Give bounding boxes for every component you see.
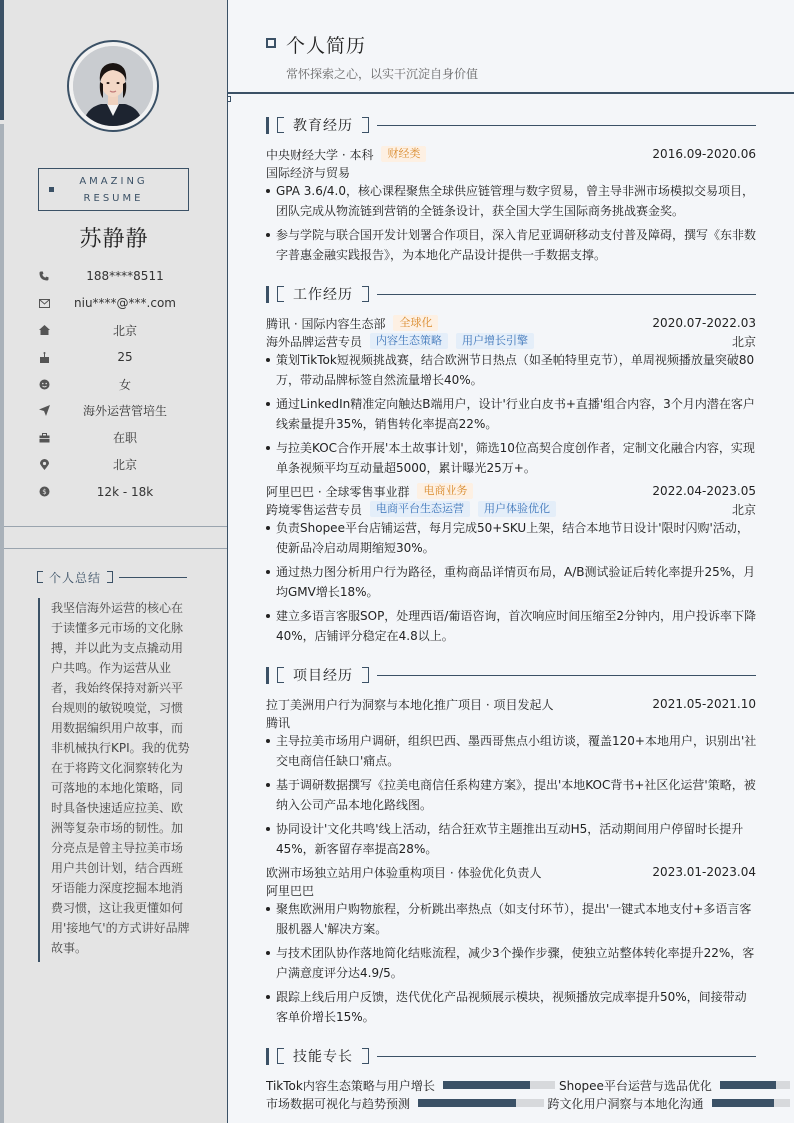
skill-fill <box>418 1099 516 1107</box>
summary-heading-line <box>119 577 187 578</box>
list-item: 协同设计'文化共鸣'线上活动，结合狂欢节主题推出互动H5，活动期间用户停留时长提升45%，新客留存率提高28%。 <box>266 819 758 859</box>
project-org-row <box>266 881 756 899</box>
school-tag: 财经类 <box>381 146 426 162</box>
sidebar-accent-bar-light <box>0 124 4 1123</box>
skill-bar <box>443 1081 555 1089</box>
education-major <box>266 163 756 181</box>
info-phone-text: 188****8511 <box>86 269 164 284</box>
role-tag: 内容生态策略 <box>370 333 448 349</box>
list-item: 负责Shopee平台店铺运营，每月完成50+SKU上架，结合本地节日设计'限时闪购'活动，使新品冷启动周期缩短30%。 <box>266 518 758 558</box>
email-icon <box>36 295 52 311</box>
section-title: 工作经历 <box>293 287 353 303</box>
list-item: 通过热力图分析用户行为路径，重构商品详情页布局，A/B测试验证后转化率提升25%，月均GMV增长18%。 <box>266 562 758 602</box>
job-role: 海外品牌运营专员 <box>266 334 363 349</box>
portrait-image <box>73 46 153 126</box>
salary-icon <box>36 484 52 500</box>
company-name: 阿里巴巴 · 全球零售事业群 <box>266 484 410 499</box>
info-position <box>36 397 212 424</box>
project-name: 欧洲市场独立站用户体验重构项目 · 体验优化负责人 <box>266 865 542 880</box>
info-location-text: 北京 <box>112 458 137 473</box>
list-item: 聚焦欧洲用户购物旅程，分析跳出率热点（如支付环节），提出'一键式本地支付+多语言客服机器人'解决方案。 <box>266 899 758 939</box>
bracket-left-icon <box>277 667 284 683</box>
role-tag: 用户增长引擎 <box>456 333 534 349</box>
sidebar-divider <box>4 526 227 527</box>
section-heading-education <box>266 116 756 134</box>
company-tag: 全球化 <box>393 315 438 331</box>
divider-marker <box>227 96 231 102</box>
cake-icon <box>36 349 52 365</box>
bracket-left-icon <box>37 571 43 583</box>
section-line <box>377 125 756 126</box>
list-item: 与拉美KOC合作开展'本土故事计划'，筛选10位高契合度创作者，定制文化融合内容，实现单条视频平均互动量超5000，累计曝光25万+。 <box>266 438 758 478</box>
skill-fill <box>712 1099 775 1107</box>
skill-name: Shopee平台运营与选品优化 <box>558 1078 712 1093</box>
skill-name: TikTok内容生态策略与用户增长 <box>266 1078 435 1093</box>
avatar <box>67 40 159 132</box>
list-item: 与技术团队协作落地简化结账流程，减少3个操作步骤，使独立站整体转化率提升22%，客户满意度评分达4.9/5。 <box>266 943 758 983</box>
skill-fill <box>720 1081 776 1089</box>
list-item: 策划TikTok短视频挑战赛，结合欧洲节日热点（如圣帕特里克节），单周视频播放量突破80万，带动品牌标签自然流量增长40%。 <box>266 350 758 390</box>
role-tag: 用户体验优化 <box>478 501 556 517</box>
bracket-left-icon <box>277 1048 284 1064</box>
job-role-row <box>266 332 756 350</box>
job-date: 2020.07-2022.03 <box>652 316 756 330</box>
info-salary-text: 12k - 18k <box>96 484 154 499</box>
sidebar-accent-bar <box>0 0 4 120</box>
skill-row <box>266 1077 794 1093</box>
list-item: 参与学院与联合国开发计划署合作项目，深入肯尼亚调研移动支付普及障碍，撰写《东非数字普惠金融实践报告》，为本地化产品设计提供一手数据支撑。 <box>266 225 758 265</box>
section-bar <box>266 286 269 303</box>
section-line <box>377 294 756 295</box>
section-heading-projects <box>266 666 756 684</box>
info-salary <box>36 478 212 505</box>
job-role: 跨境零售运营专员 <box>266 502 363 517</box>
info-age <box>36 344 212 371</box>
info-phone <box>36 263 212 290</box>
section-line <box>377 675 756 676</box>
info-status-text: 在职 <box>112 431 137 446</box>
info-home <box>36 317 212 344</box>
svg-text:$: $ <box>41 488 47 497</box>
info-gender <box>36 371 212 398</box>
project-org-row <box>266 713 756 731</box>
bracket-left-icon <box>277 286 284 302</box>
list-item: 通过LinkedIn精准定向触达B端用户，设计'行业白皮书+直播'组合内容，3个月内潜在客户线索量提升35%，销售转化率提高22%。 <box>266 394 758 434</box>
job-header <box>266 314 756 332</box>
section-bar <box>266 117 269 134</box>
title-square-icon <box>266 38 276 48</box>
job-header <box>266 482 756 500</box>
project-org: 腾讯 <box>266 715 291 730</box>
sidebar <box>0 0 228 1123</box>
send-icon <box>36 403 52 419</box>
section-heading-work <box>266 285 756 303</box>
contact-info-list <box>36 263 212 505</box>
info-email <box>36 290 212 317</box>
section-title: 教育经历 <box>293 118 353 134</box>
info-email-text: niu****@***.com <box>74 296 176 311</box>
info-gender-text: 女 <box>118 377 131 392</box>
bracket-right-icon <box>107 571 113 583</box>
summary-text: 我坚信海外运营的核心在于读懂多元市场的文化脉搏，并以此为支点撬动用户共鸣。作为运营从业者，我始终保持对新兴平台规则的敏锐嗅觉，习惯用数据编织用户故事，而非机械执行KPI。我的优势在于将跨文化洞察转化为可落地的本地化策略，同时具备快速适应拉美、欧洲等复杂市场的韧性。加分亮点是曾主导拉美市场用户共创计划，结合西班牙语能力深度挖掘本地消费习惯，这让我更懂如何用'接地气'的方式讲好品牌故事。 <box>38 598 190 962</box>
bracket-right-icon <box>362 1048 369 1064</box>
list-item: 基于调研数据撰写《拉美电商信任系构建方案》，提出'本地KOC背书+社区化运营'策略，被纳入公司产品本地化路线图。 <box>266 775 758 815</box>
bracket-right-icon <box>362 667 369 683</box>
list-item: 跟踪上线后用户反馈，迭代优化产品视频展示模块，视频播放完成率提升50%，间接带动客单价增长15%。 <box>266 987 758 1027</box>
page-title: 个人简历 <box>286 35 367 57</box>
project-org: 阿里巴巴 <box>266 883 315 898</box>
bracket-left-icon <box>277 117 284 133</box>
briefcase-icon <box>36 430 52 446</box>
badge-dot <box>49 187 54 192</box>
skill-bar <box>720 1081 790 1089</box>
section-bar <box>266 1048 269 1065</box>
section-bar <box>266 667 269 684</box>
role-tag: 电商平台生态运营 <box>370 501 470 517</box>
project-header <box>266 695 756 713</box>
skill-bar <box>418 1099 544 1107</box>
project-header <box>266 863 756 881</box>
list-item: GPA 3.6/4.0，核心课程聚焦全球供应链管理与数字贸易，曾主导非洲市场模拟交易项目，团队完成从物流链到营销的全链条设计，获全国大学生国际商务挑战赛金奖。 <box>266 181 758 221</box>
resume-badge <box>38 168 189 211</box>
page-subtitle: 常怀探索之心，以实干沉淀自身价值 <box>286 67 479 81</box>
home-icon <box>36 322 52 338</box>
skill-row <box>266 1095 794 1111</box>
summary-heading <box>37 569 187 585</box>
skill-fill <box>443 1081 530 1089</box>
skill-bar <box>712 1099 790 1107</box>
company-tag: 电商业务 <box>417 483 473 499</box>
job-role-row <box>266 500 756 518</box>
phone-icon <box>36 268 52 284</box>
job-city: 北京 <box>731 502 756 517</box>
skill-name: 市场数据可视化与趋势预测 <box>266 1096 411 1111</box>
info-status <box>36 424 212 451</box>
sidebar-divider <box>4 548 227 549</box>
project-date: 2021.05-2021.10 <box>652 697 756 711</box>
candidate-name: 苏静静 <box>79 227 149 252</box>
header-divider <box>228 92 794 94</box>
project-date: 2023.01-2023.04 <box>652 865 756 879</box>
badge-line-2: RESUME <box>83 192 144 204</box>
school-name: 中央财经大学 · 本科 <box>266 147 374 162</box>
project-name: 拉丁美洲用户行为洞察与本地化推广项目 · 项目发起人 <box>266 697 554 712</box>
section-line <box>377 1056 756 1057</box>
bracket-right-icon <box>362 286 369 302</box>
info-location <box>36 451 212 478</box>
education-header <box>266 145 756 163</box>
skill-name: 跨文化用户洞察与本地化沟通 <box>547 1096 704 1111</box>
job-date: 2022.04-2023.05 <box>652 484 756 498</box>
section-title: 技能专长 <box>293 1049 353 1065</box>
face-icon <box>36 376 52 392</box>
section-title: 项目经历 <box>293 668 353 684</box>
location-icon <box>36 457 52 473</box>
company-name: 腾讯 · 国际内容生态部 <box>266 316 386 331</box>
section-heading-skills <box>266 1047 756 1065</box>
info-position-text: 海外运营管培生 <box>82 404 167 419</box>
bracket-right-icon <box>362 117 369 133</box>
summary-title: 个人总结 <box>49 570 102 585</box>
job-city: 北京 <box>731 334 756 349</box>
info-age-text: 25 <box>117 350 133 365</box>
info-home-text: 北京 <box>112 323 137 338</box>
list-item: 主导拉美市场用户调研，组织巴西、墨西哥焦点小组访谈，覆盖120+本地用户，识别出'社交电商信任缺口'痛点。 <box>266 731 758 771</box>
education-date: 2016.09-2020.06 <box>652 147 756 161</box>
list-item: 建立多语言客服SOP，处理西语/葡语咨询，首次响应时间压缩至2分钟内，用户投诉率下降40%，店铺评分稳定在4.8以上。 <box>266 606 758 646</box>
badge-line-1: AMAZING <box>79 175 148 187</box>
major-name: 国际经济与贸易 <box>266 165 351 180</box>
